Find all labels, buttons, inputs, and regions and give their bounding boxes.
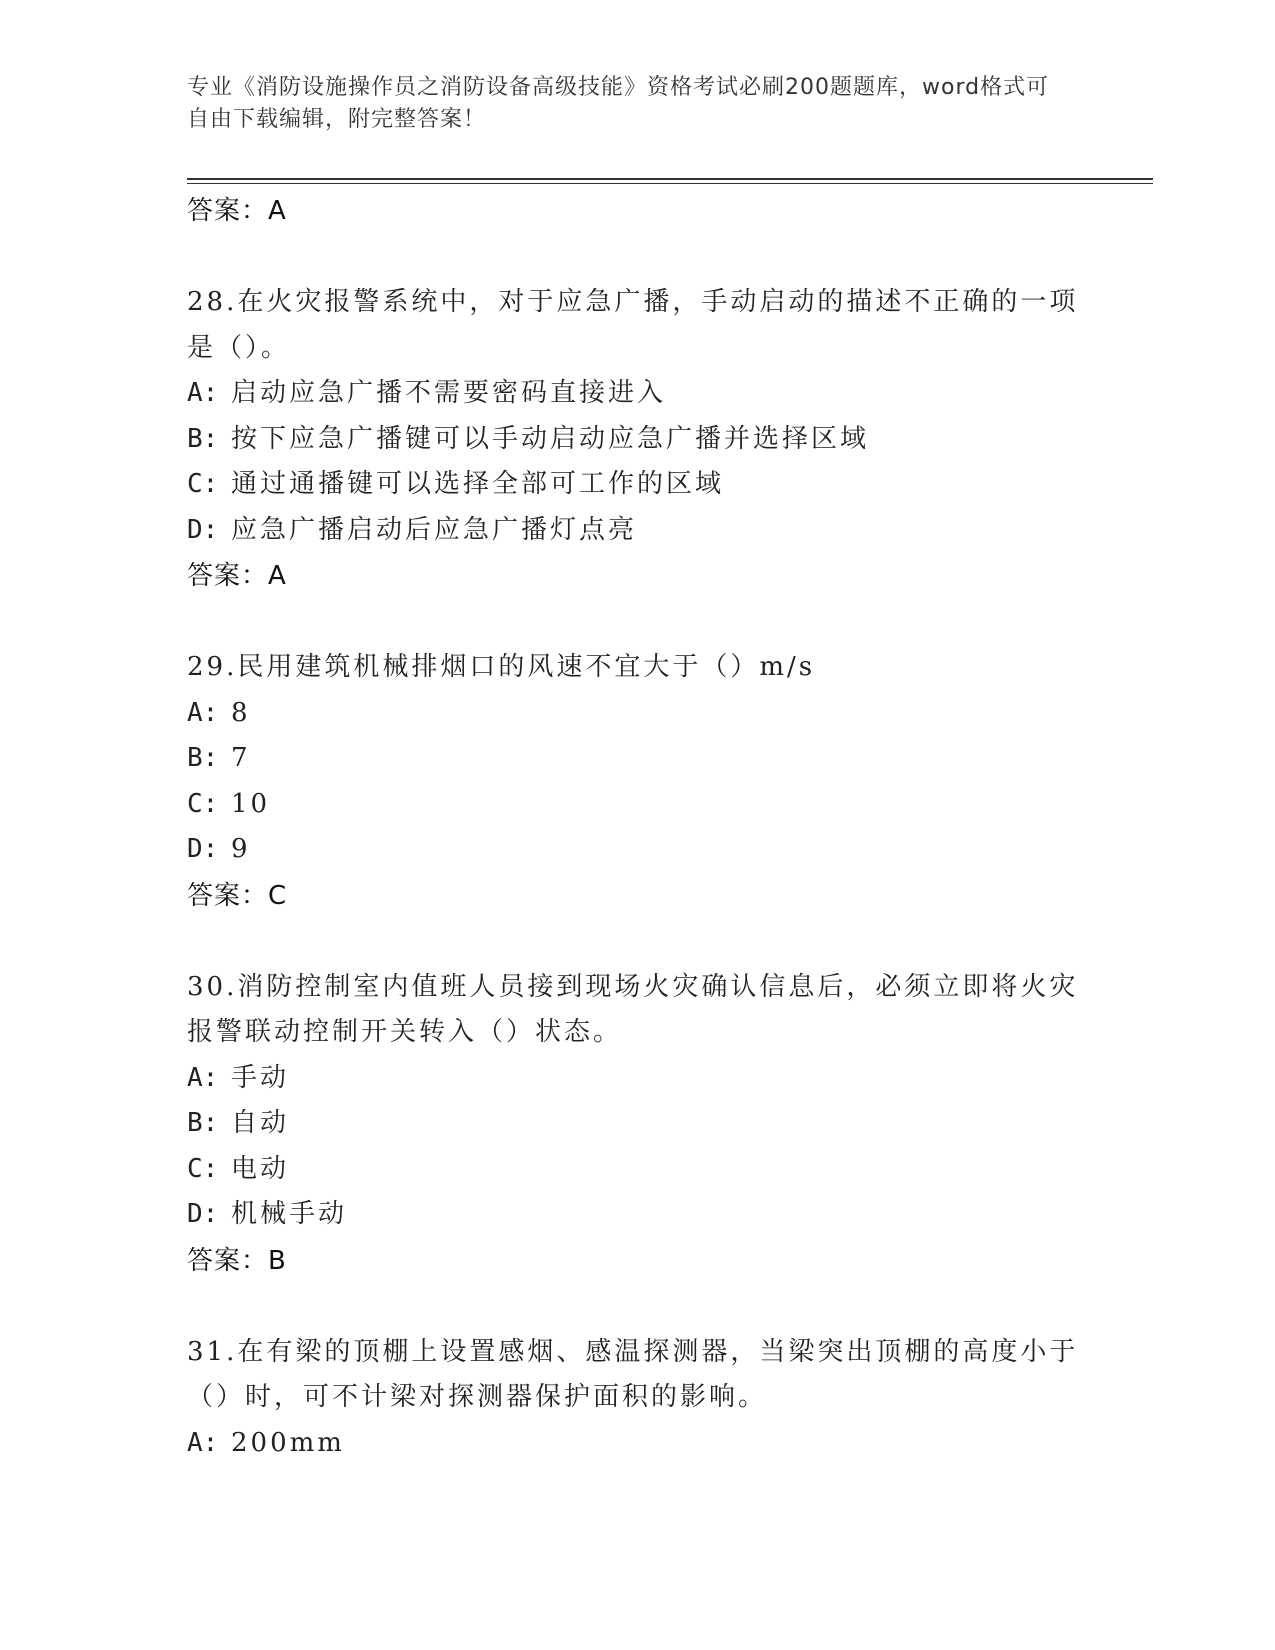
answer-line: 答案：A <box>187 561 287 591</box>
option-letter: D: <box>187 834 219 864</box>
option-text: 启动应急广播不需要密码直接进入 <box>231 378 667 408</box>
header-divider-thin <box>187 183 1153 184</box>
option-letter: A: <box>187 1427 219 1458</box>
option-line <box>187 462 1087 508</box>
question-text: 28.在火灾报警系统中，对于应急广播，手动启动的描述不正确的一项是（）。 <box>187 287 1079 363</box>
option-text: 通过通播键可以选择全部可工作的区域 <box>231 469 725 499</box>
answer-line: 答案：A <box>187 196 287 226</box>
question-text: 30.消防控制室内值班人员接到现场火灾确认信息后，必须立即将火灾报警联动控制开关转入（）状态。 <box>187 971 1079 1047</box>
option-line <box>187 371 1087 417</box>
option-text: 电动 <box>231 1153 290 1184</box>
option-line <box>187 1421 1087 1467</box>
answer-line: 答案：B <box>187 1245 287 1276</box>
option-line <box>187 1192 1087 1238</box>
option-text: 按下应急广播键可以手动启动应急广播并选择区域 <box>231 423 870 454</box>
option-line <box>187 417 1087 463</box>
question-text: 31.在有梁的顶棚上设置感烟、感温探测器，当梁突出顶棚的高度小于（）时，可不计梁对探测器保护面积的影响。 <box>187 1336 1079 1412</box>
option-letter: C: <box>187 469 219 499</box>
option-letter: A: <box>187 1062 219 1093</box>
option-line <box>187 508 1087 554</box>
option-letter: D: <box>187 514 219 545</box>
option-text: 9 <box>231 834 251 864</box>
option-text: 机械手动 <box>231 1199 348 1229</box>
option-line <box>187 1056 1087 1102</box>
option-text: 应急广播启动后应急广播灯点亮 <box>231 514 638 545</box>
option-letter: B: <box>187 423 219 454</box>
option-line <box>187 1147 1087 1193</box>
option-letter: B: <box>187 743 219 773</box>
option-letter: C: <box>187 788 219 819</box>
option-text: 200mm <box>231 1427 345 1458</box>
option-letter: A: <box>187 378 219 408</box>
option-letter: B: <box>187 1108 219 1138</box>
option-text: 自动 <box>231 1108 290 1138</box>
header-divider-thick <box>187 178 1153 180</box>
answer-line: 答案：C <box>187 880 288 911</box>
question-text: 29.民用建筑机械排烟口的风速不宜大于（）m/s <box>187 652 816 682</box>
option-text: 8 <box>231 697 251 728</box>
option-letter: D: <box>187 1199 219 1229</box>
document-header: 专业《消防设施操作员之消防设备高级技能》资格考试必刷200题题库，word格式可自由下载编辑，附完整答案！ <box>187 75 1050 132</box>
option-line <box>187 1101 1087 1147</box>
option-letter: A: <box>187 697 219 728</box>
option-letter: C: <box>187 1153 219 1184</box>
option-line <box>187 691 1087 737</box>
question-list <box>187 188 1087 1466</box>
option-text: 7 <box>231 743 251 773</box>
option-line <box>187 782 1087 828</box>
option-line <box>187 827 1087 873</box>
option-text: 10 <box>231 788 271 819</box>
option-text: 手动 <box>231 1062 290 1093</box>
option-line <box>187 736 1087 782</box>
